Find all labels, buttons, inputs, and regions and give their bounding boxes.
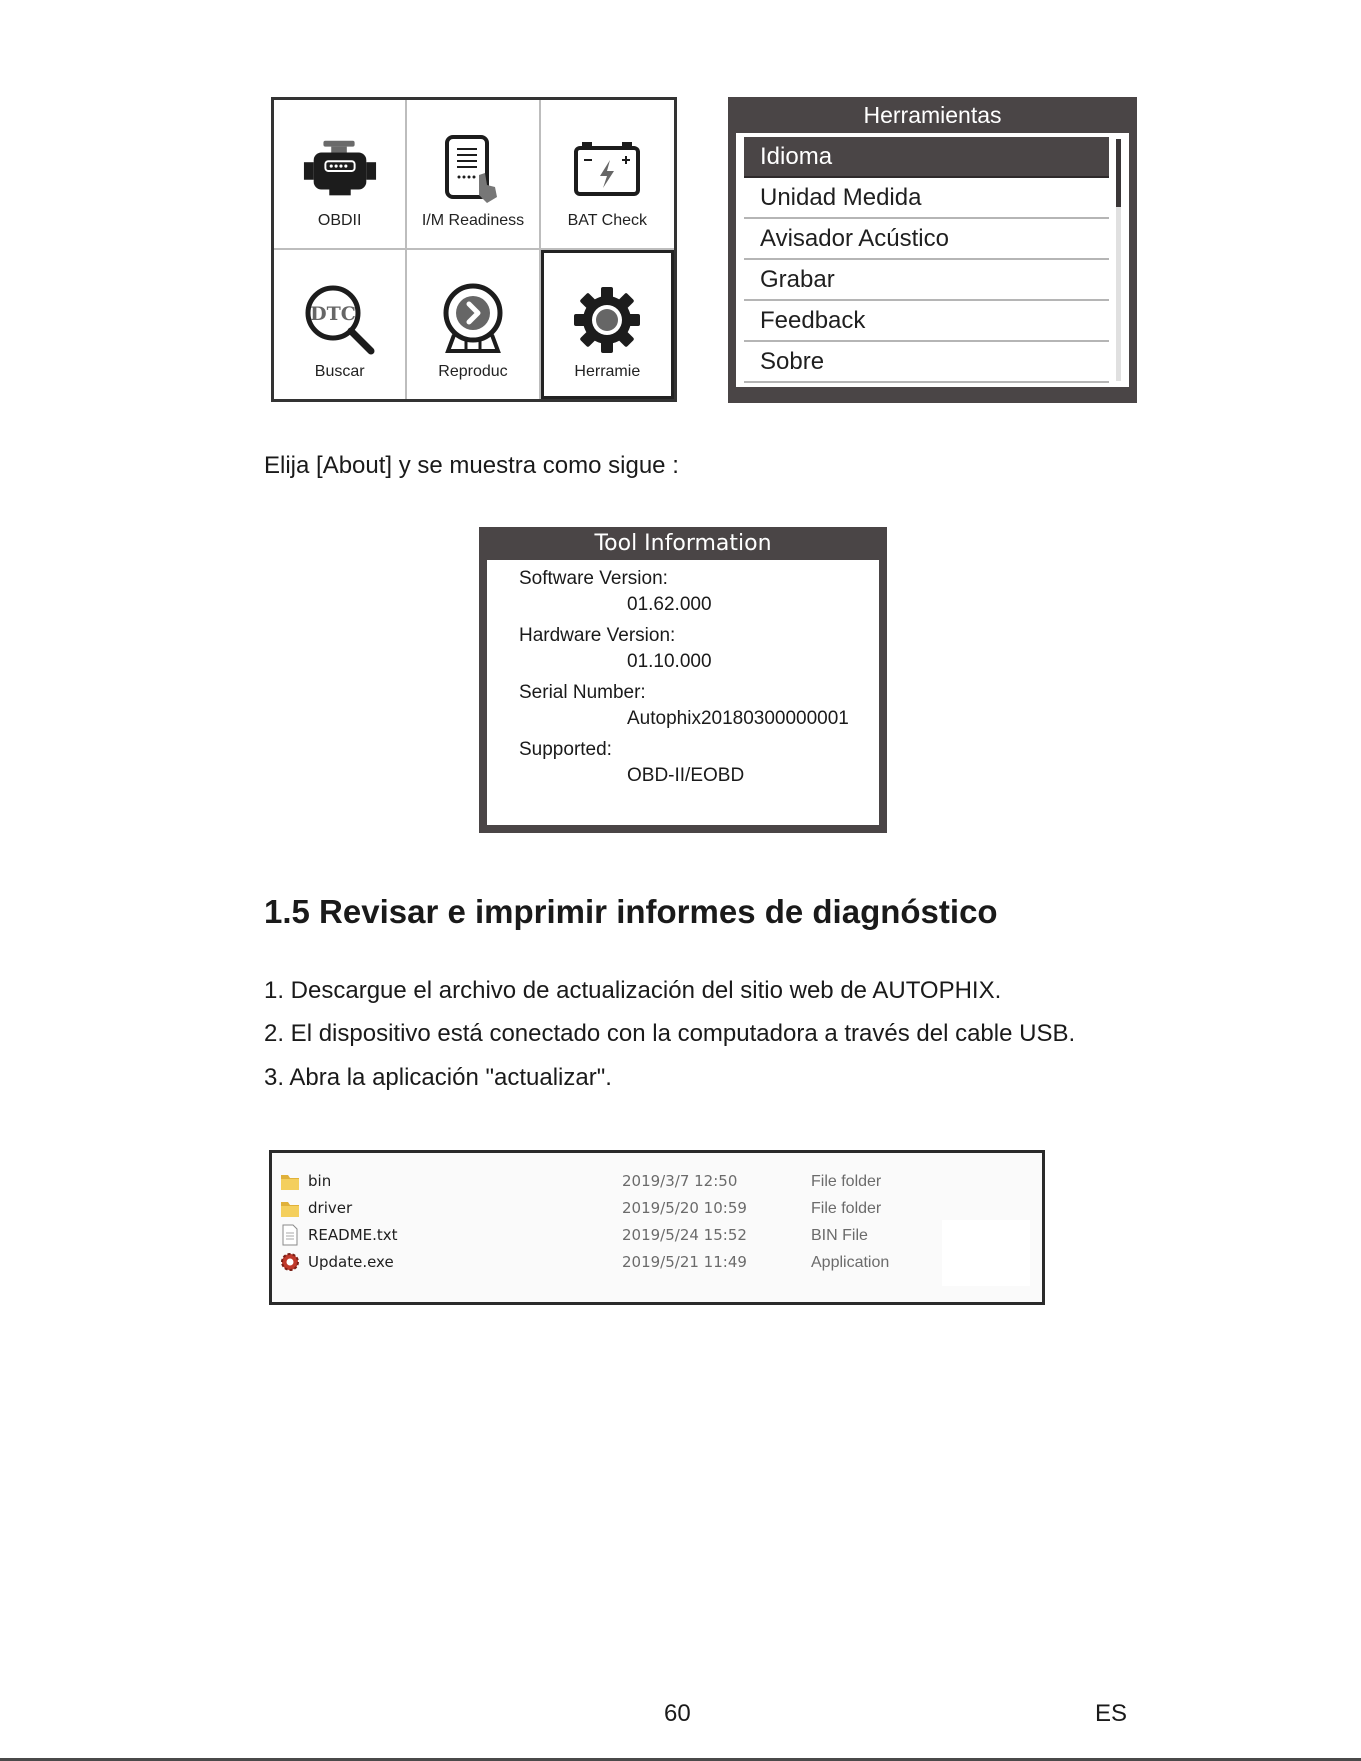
serial-number-value: Autophix20180300000001 <box>627 708 849 729</box>
tools-item-feedback[interactable]: Feedback <box>744 301 1109 342</box>
file-type: Application <box>811 1254 890 1271</box>
menu-tile-im-readiness[interactable] <box>407 100 540 250</box>
software-version-label: Software Version: <box>519 568 668 589</box>
language-code: ES <box>1095 1700 1128 1727</box>
serial-number-label: Serial Number: <box>519 682 646 703</box>
tools-item-idioma[interactable]: Idioma <box>744 137 1109 178</box>
tool-information-body <box>487 560 879 825</box>
tools-scrollbar[interactable] <box>1116 139 1121 381</box>
file-date: 2019/5/20 10:59 <box>622 1199 747 1217</box>
tools-item-grabar[interactable]: Grabar <box>744 260 1109 301</box>
tool-information-panel <box>479 527 887 833</box>
file-name: Update.exe <box>308 1253 394 1271</box>
playback-icon <box>435 282 511 358</box>
step-2-text: 2. El dispositivo está conectado con la computadora a través del cable USB. <box>264 1020 1076 1047</box>
folder-icon <box>280 1170 300 1192</box>
menu-tile-label: Buscar <box>314 363 365 380</box>
file-date: 2019/5/24 15:52 <box>622 1226 747 1244</box>
file-row-bin[interactable] <box>280 1169 1042 1196</box>
blank-area <box>942 1220 1030 1286</box>
step-3-text: 3. Abra la aplicación "actualizar". <box>264 1064 612 1091</box>
supported-label: Supported: <box>519 739 612 760</box>
gear-icon <box>569 282 645 358</box>
main-menu-grid <box>271 97 677 402</box>
section-heading: 1.5 Revisar e imprimir informes de diagnóstico <box>264 893 998 930</box>
about-instruction-text: Elija [About] y se muestra como sigue : <box>264 452 679 479</box>
battery-icon <box>569 132 645 208</box>
menu-tile-herramientas[interactable] <box>541 250 674 400</box>
tools-menu-panel <box>728 97 1137 403</box>
tablet-touch-icon <box>435 132 511 208</box>
menu-tile-label: Herramie <box>574 363 641 380</box>
svg-text:DTC: DTC <box>309 302 356 325</box>
menu-tile-label: BAT Check <box>567 211 648 229</box>
folder-icon <box>280 1197 300 1219</box>
page-number: 60 <box>664 1700 691 1727</box>
tools-item-sobre[interactable]: Sobre <box>744 342 1109 383</box>
file-type: BIN File <box>811 1227 868 1244</box>
file-row-driver[interactable] <box>280 1196 1042 1223</box>
supported-value: OBD-II/EOBD <box>627 765 745 786</box>
file-type: File folder <box>811 1200 882 1217</box>
file-date: 2019/3/7 12:50 <box>622 1172 738 1190</box>
menu-tile-label: I/M Readiness <box>421 211 525 229</box>
file-name: README.txt <box>308 1226 398 1244</box>
tools-menu-list <box>736 133 1129 387</box>
tool-information-title: Tool Information <box>594 531 772 556</box>
hardware-version-value: 01.10.000 <box>627 651 712 672</box>
menu-tile-buscar[interactable] <box>274 250 407 400</box>
tools-item-unidad-medida[interactable]: Unidad Medida <box>744 178 1109 219</box>
step-1-text: 1. Descargue el archivo de actualización del sitio web de AUTOPHIX. <box>264 977 1002 1004</box>
engine-icon <box>302 132 378 208</box>
hardware-version-label: Hardware Version: <box>519 625 676 646</box>
menu-tile-bat-check[interactable] <box>541 100 674 250</box>
file-type: File folder <box>811 1173 882 1190</box>
menu-tile-label: OBDII <box>317 211 362 229</box>
file-date: 2019/5/21 11:49 <box>622 1253 747 1271</box>
menu-tile-reproduc[interactable] <box>407 250 540 400</box>
tools-item-avisador-acustico[interactable]: Avisador Acústico <box>744 219 1109 260</box>
dtc-search-icon <box>302 282 378 358</box>
menu-tile-label: Reproduc <box>438 363 508 380</box>
file-explorer-list <box>269 1150 1045 1305</box>
gear-app-icon <box>280 1251 300 1273</box>
software-version-value: 01.62.000 <box>627 594 712 615</box>
file-name: driver <box>308 1199 353 1217</box>
file-row-readme[interactable] <box>280 1223 1042 1250</box>
file-row-update-exe[interactable] <box>280 1250 1042 1277</box>
menu-tile-obdii[interactable] <box>274 100 407 250</box>
text-file-icon <box>280 1224 300 1246</box>
file-name: bin <box>308 1172 332 1190</box>
tools-menu-title: Herramientas <box>863 102 1002 128</box>
tools-scrollbar-thumb[interactable] <box>1116 139 1121 207</box>
